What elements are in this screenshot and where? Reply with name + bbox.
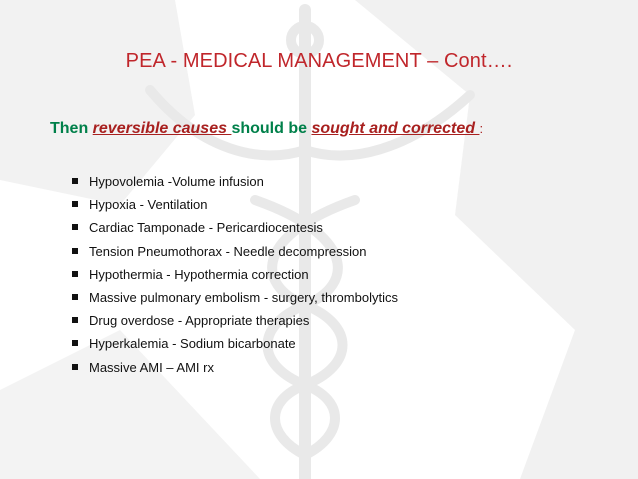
list-item: [72, 286, 398, 309]
square-bullet-icon: [72, 248, 78, 254]
list-item: [72, 240, 398, 263]
square-bullet-icon: [72, 201, 78, 207]
square-bullet-icon: [72, 364, 78, 370]
list-item-text: Hypovolemia -Volume infusion: [89, 174, 264, 189]
list-item-text: Massive pulmonary embolism - surgery, thrombolytics: [89, 289, 398, 305]
list-item: [72, 170, 398, 193]
square-bullet-icon: [72, 271, 78, 277]
square-bullet-icon: [72, 294, 78, 300]
bullet-list: [72, 170, 398, 379]
square-bullet-icon: [72, 224, 78, 230]
subtitle-emphasis-sought-and-corrected: sought and corrected: [311, 120, 480, 137]
list-item-text: Drug overdose - Appropriate therapies: [89, 313, 310, 329]
list-item: [72, 332, 398, 355]
list-item: [72, 356, 398, 379]
list-item-text: Hypoxia - Ventilation: [89, 197, 208, 213]
subtitle-colon: :: [479, 121, 484, 136]
square-bullet-icon: [72, 340, 78, 346]
list-item-text: Massive AMI – AMI rx: [89, 359, 214, 375]
list-item-text: Cardiac Tamponade - Pericardiocentesis: [89, 220, 323, 236]
list-item: [72, 193, 398, 216]
subtitle-middle: should be: [231, 120, 312, 137]
square-bullet-icon: [72, 178, 78, 184]
square-bullet-icon: [72, 317, 78, 323]
slide-subtitle: [50, 120, 483, 138]
list-item: [72, 216, 398, 239]
list-item-text: Hyperkalemia - Sodium bicarbonate: [89, 336, 296, 352]
list-item-text: Hypothermia - Hypothermia correction: [89, 266, 309, 282]
slide-title: PEA - MEDICAL MANAGEMENT – Cont….: [125, 50, 513, 72]
subtitle-lead: Then: [50, 120, 93, 137]
list-item: [72, 263, 398, 286]
list-item-text: Tension Pneumothorax - Needle decompression: [89, 243, 367, 259]
list-item: [72, 309, 398, 332]
subtitle-emphasis-reversible-causes: reversible causes: [92, 120, 232, 137]
